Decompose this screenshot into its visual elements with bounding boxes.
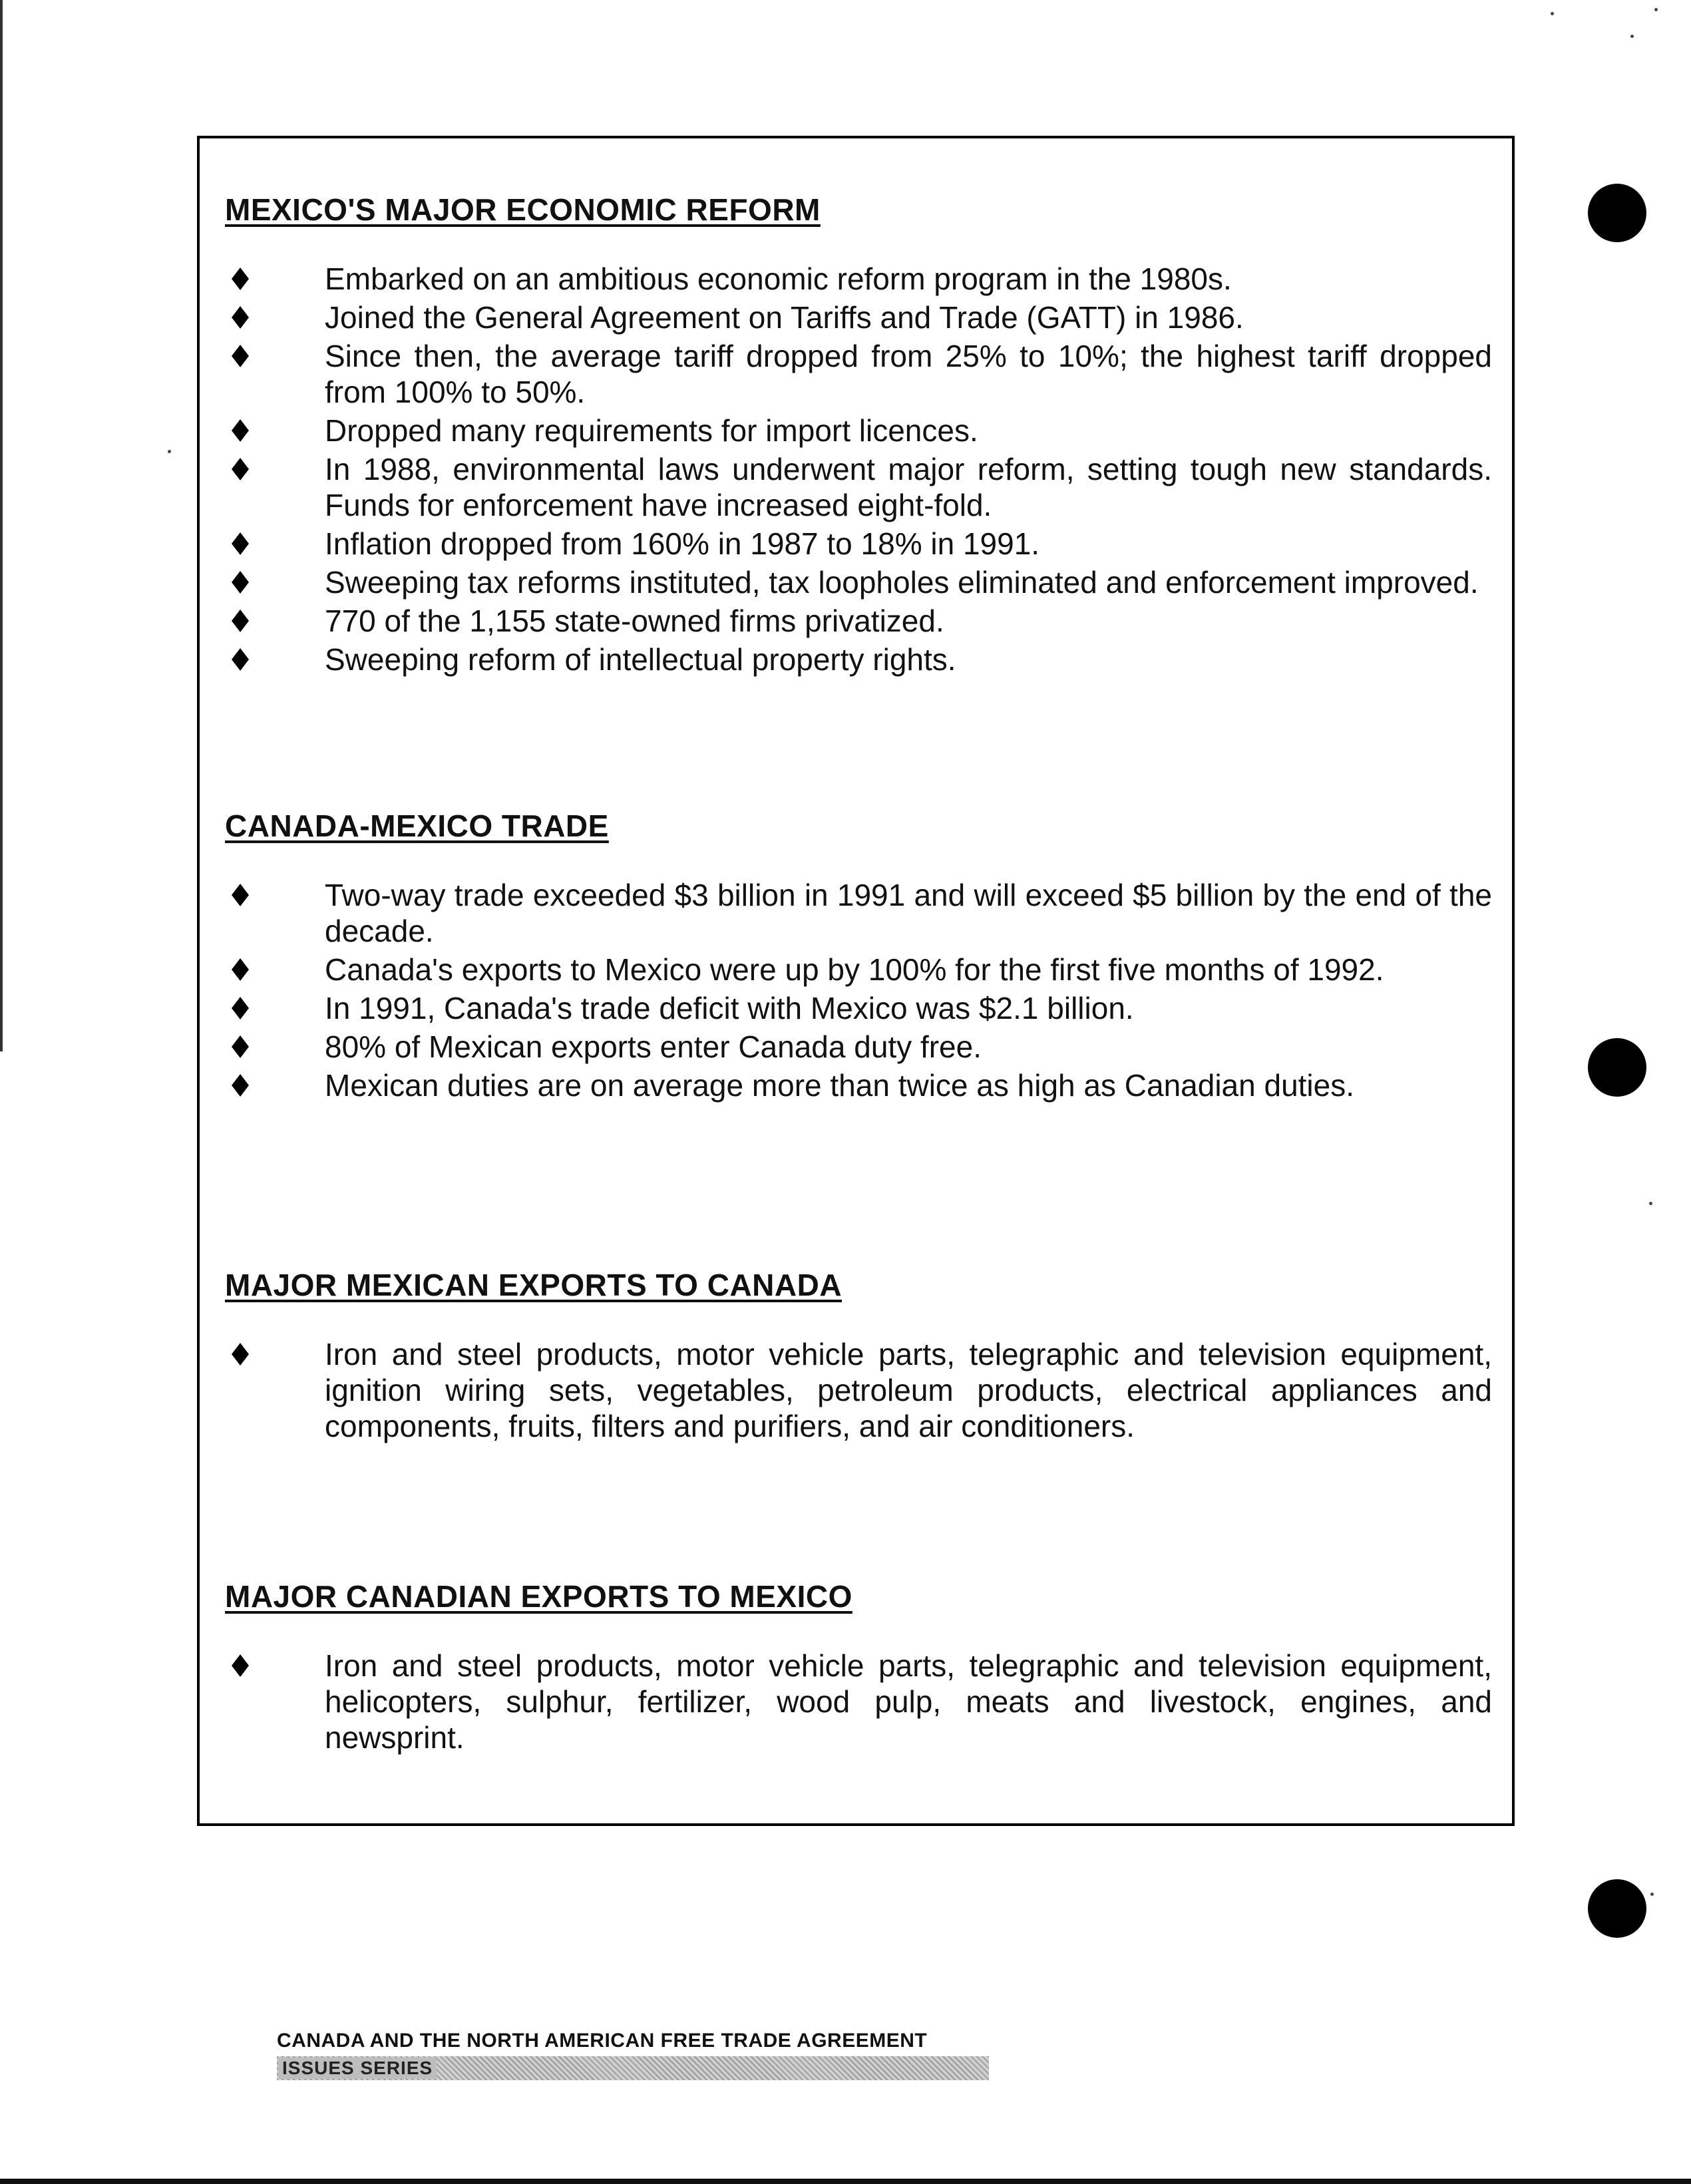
- list-item: [225, 564, 1492, 600]
- item-text: Two-way trade exceeded $3 billion in 1991 and will exceed $5 billion by the end of the decade.: [325, 878, 1492, 948]
- item-text: In 1991, Canada's trade deficit with Mexico was $2.1 billion.: [325, 991, 1134, 1025]
- diamond-bullet-icon: [232, 345, 249, 367]
- section-economic-reform: [225, 192, 1492, 680]
- diamond-bullet-icon: [232, 610, 249, 632]
- list-item: [225, 952, 1492, 988]
- diamond-bullet-icon: [232, 306, 249, 329]
- item-text: Embarked on an ambitious economic reform program in the 1980s.: [325, 262, 1232, 296]
- item-text: Inflation dropped from 160% in 1987 to 18% in 1991.: [325, 526, 1040, 561]
- list-item: [225, 990, 1492, 1026]
- punch-hole-top: [1588, 184, 1646, 242]
- bullet-list: [225, 261, 1492, 677]
- punch-hole-middle: [1588, 1038, 1646, 1097]
- item-text: Iron and steel products, motor vehicle parts, telegraphic and television equipment, ignition wiring sets, vegetables, petroleum products, electrical appliances and components, fruits, filters and purifiers, and air conditioners.: [325, 1337, 1492, 1443]
- bullet-list: [225, 1336, 1492, 1444]
- list-item: [225, 526, 1492, 562]
- footer-series-label: ISSUES SERIES: [278, 2058, 437, 2079]
- list-item: [225, 299, 1492, 335]
- section-heading: CANADA-MEXICO TRADE: [225, 809, 609, 843]
- footer: [277, 2030, 989, 2080]
- list-item: [225, 877, 1492, 949]
- scan-speck: [1649, 1202, 1652, 1205]
- footer-title: CANADA AND THE NORTH AMERICAN FREE TRADE AGREEMENT: [277, 2030, 928, 2052]
- section-mexican-exports: [225, 1267, 1492, 1447]
- item-text: Canada's exports to Mexico were up by 100% for the first five months of 1992.: [325, 952, 1384, 987]
- diamond-bullet-icon: [232, 1343, 249, 1365]
- section-heading: MEXICO'S MAJOR ECONOMIC REFORM: [225, 192, 821, 227]
- scan-speck: [168, 450, 171, 453]
- item-text: Sweeping reform of intellectual property rights.: [325, 642, 956, 677]
- diamond-bullet-icon: [232, 1074, 249, 1097]
- item-text: Sweeping tax reforms instituted, tax loopholes eliminated and enforcement improved.: [325, 565, 1479, 600]
- diamond-bullet-icon: [232, 1654, 249, 1677]
- content-frame: [197, 136, 1515, 1826]
- section-canadian-exports: [225, 1578, 1492, 1758]
- diamond-bullet-icon: [232, 419, 249, 442]
- item-text: 770 of the 1,155 state-owned firms privatized.: [325, 604, 944, 638]
- list-item: [225, 603, 1492, 639]
- section-canada-mexico-trade: [225, 808, 1492, 1106]
- scan-speck: [1654, 8, 1658, 11]
- section-heading: MAJOR CANADIAN EXPORTS TO MEXICO: [225, 1579, 852, 1614]
- scan-bottom-edge: [0, 2179, 1691, 2184]
- list-item: [225, 641, 1492, 677]
- list-item: [225, 1336, 1492, 1444]
- item-text: Mexican duties are on average more than twice as high as Canadian duties.: [325, 1068, 1355, 1103]
- diamond-bullet-icon: [232, 1035, 249, 1058]
- diamond-bullet-icon: [232, 268, 249, 290]
- diamond-bullet-icon: [232, 958, 249, 981]
- diamond-bullet-icon: [232, 571, 249, 594]
- scan-speck: [1650, 1893, 1654, 1896]
- list-item: [225, 1648, 1492, 1755]
- bullet-list: [225, 877, 1492, 1103]
- list-item: [225, 1067, 1492, 1103]
- list-item: [225, 261, 1492, 297]
- footer-series-bar: [277, 2056, 989, 2080]
- diamond-bullet-icon: [232, 648, 249, 671]
- diamond-bullet-icon: [232, 532, 249, 555]
- scan-left-edge: [0, 0, 3, 1051]
- list-item: [225, 451, 1492, 523]
- item-text: Joined the General Agreement on Tariffs and Trade (GATT) in 1986.: [325, 300, 1244, 335]
- item-text: 80% of Mexican exports enter Canada duty free.: [325, 1029, 982, 1064]
- scan-speck: [1551, 12, 1554, 15]
- diamond-bullet-icon: [232, 458, 249, 480]
- diamond-bullet-icon: [232, 884, 249, 906]
- item-text: Dropped many requirements for import licences.: [325, 413, 978, 448]
- scan-speck: [1630, 35, 1634, 38]
- diamond-bullet-icon: [232, 997, 249, 1019]
- item-text: Since then, the average tariff dropped from 25% to 10%; the highest tariff dropped from 100% to 50%.: [325, 339, 1492, 409]
- list-item: [225, 1029, 1492, 1065]
- item-text: Iron and steel products, motor vehicle parts, telegraphic and television equipment, helicopters, sulphur, fertilizer, wood pulp, meats and livestock, engines, and newsprint.: [325, 1648, 1492, 1755]
- bullet-list: [225, 1648, 1492, 1755]
- section-heading: MAJOR MEXICAN EXPORTS TO CANADA: [225, 1268, 843, 1302]
- punch-hole-bottom: [1588, 1879, 1646, 1938]
- item-text: In 1988, environmental laws underwent major reform, setting tough new standards. Funds for enforcement have increased eight-fold.: [325, 452, 1492, 522]
- list-item: [225, 413, 1492, 449]
- list-item: [225, 338, 1492, 410]
